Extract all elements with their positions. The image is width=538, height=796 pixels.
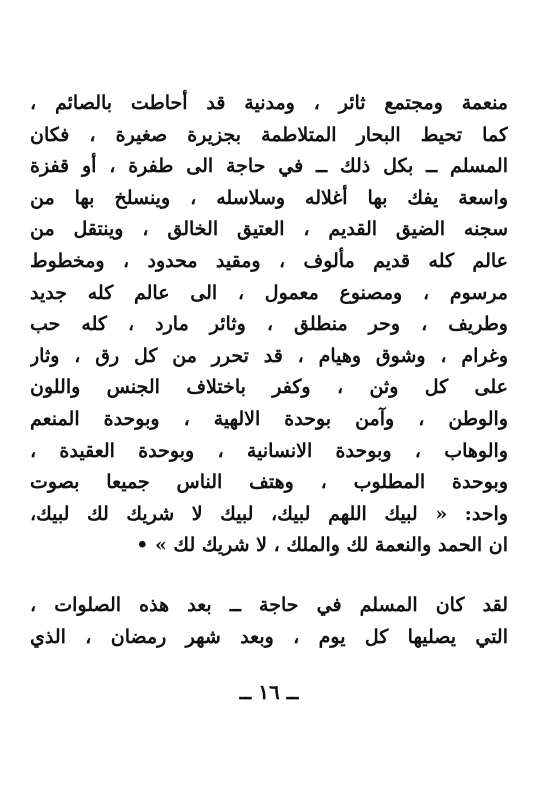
text-line: والوهاب ، وبوحدة الانسانية ، وبوحدة العقيدة ، (30, 439, 508, 462)
paragraph-2 (30, 590, 508, 653)
text-line: لقد كان المسلم في حاجة ــ بعد هذه الصلوات ، (30, 594, 508, 616)
text-line: على كل وثن ، وكفر باختلاف الجنس واللون (30, 376, 508, 399)
text-line: كما تحيط البحار المتلاطمة بجزيرة صغيرة ، فكان (30, 123, 508, 146)
text-line: التي يصليها كل يوم ، وبعد شهر رمضان ، الذي (30, 625, 508, 648)
text-line: ان الحمد والنعمة لك والملك ، لا شريك لك » • (136, 534, 508, 557)
text-line: المسلم ــ بكل ذلك ــ في حاجة الى طفرة ، أو قفزة (30, 155, 508, 178)
text-line: واسعة يفك بها أغلاله وسلاسله ، وينسلخ بها من (30, 186, 508, 209)
text-line: مرسوم ، ومصنوع معمول ، الى عالم كله جديد (30, 281, 508, 304)
text-line: عالم كله قديم مألوف ، ومقيد محدود ، ومخطوط (30, 249, 508, 272)
text-line: سجنه الضيق القديم ، العتيق الخالق ، وينتقل من (30, 218, 508, 241)
page-number: ــ ١٦ ــ (239, 680, 299, 704)
paragraph-1 (30, 88, 508, 562)
text-line: منعمة ومجتمع ثائر ، ومدنية قد أحاطت بالصائم ، (30, 92, 508, 114)
text-line: وبوحدة المطلوب ، وهتف الناس جميعا بصوت (30, 471, 508, 494)
text-line: وغرام ، وشوق وهيام ، قد تحرر من كل رق ، وثار (30, 344, 508, 367)
text-line: وطريف ، وحر منطلق ، وثائر مارد ، كله حب (30, 313, 508, 336)
text-line: واحد: « لبيك اللهم لبيك، لبيك لا شريك لك لبيك، (30, 502, 508, 525)
text-line: والوطن ، وآمن بوحدة الالهية ، وبوحدة المنعم (30, 407, 508, 430)
